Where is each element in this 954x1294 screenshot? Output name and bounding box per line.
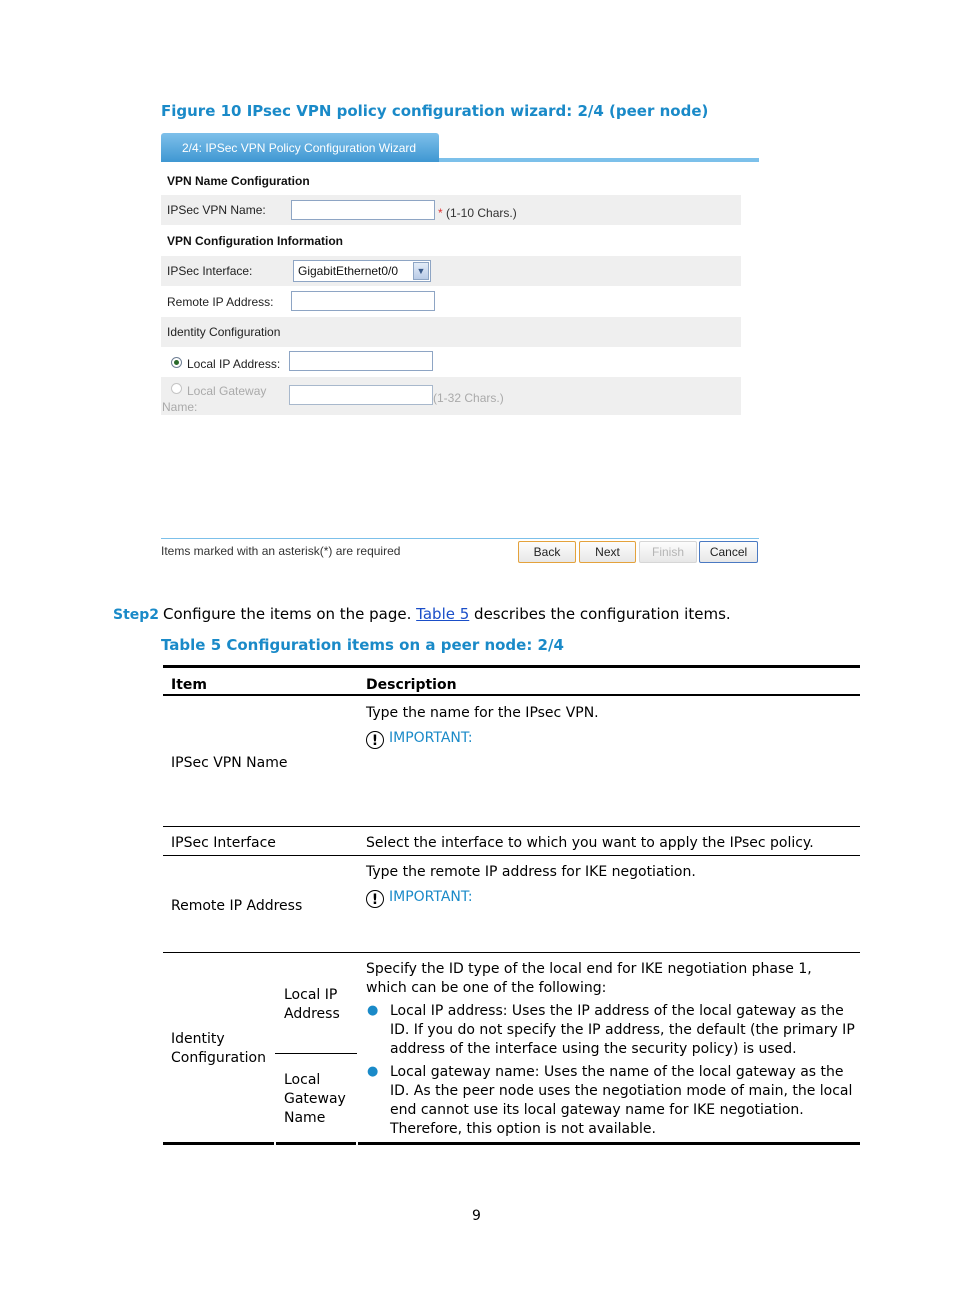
local-ip-input[interactable] — [289, 351, 433, 371]
local-gateway-label: Local Gateway Name: — [162, 384, 267, 414]
next-button[interactable]: Next — [579, 541, 636, 563]
local-gateway-hint: (1-32 Chars.) — [433, 391, 504, 405]
section-identity-row — [161, 317, 741, 347]
local-gateway-row — [161, 377, 741, 415]
bullet-icon: ● — [367, 1003, 379, 1018]
header-description: Description — [366, 677, 457, 693]
finish-button[interactable]: Finish — [639, 541, 697, 563]
local-ip-label: Local IP Address: — [187, 357, 281, 371]
important-note — [366, 889, 473, 908]
row-divider — [163, 826, 860, 827]
step-label: Step2 — [113, 607, 160, 623]
required-note: Items marked with an asterisk(*) are required — [161, 544, 401, 558]
header-rule — [163, 694, 860, 696]
bottom-rule-gap — [356, 1142, 358, 1145]
figure-caption: Figure 10 IPsec VPN policy configuration wizard: 2/4 (peer node) — [161, 102, 709, 120]
important-label: IMPORTANT: — [389, 730, 473, 746]
section-vpn-info-row — [161, 225, 741, 255]
chevron-down-icon[interactable]: ▼ — [413, 262, 429, 280]
warning-icon: ! — [366, 890, 384, 908]
step-text-before: Configure the items on the page. — [163, 605, 417, 623]
vpn-name-input[interactable] — [291, 200, 435, 220]
warning-icon: ! — [366, 731, 384, 749]
row-identity-desc: Specify the ID type of the local end for IKE negotiation phase 1, which can be one of the following: — [366, 961, 812, 996]
remote-ip-input[interactable] — [291, 291, 435, 311]
vpn-name-row — [161, 195, 741, 225]
section-identity-heading: Identity Configuration — [167, 325, 281, 339]
local-gateway-input[interactable] — [289, 385, 433, 405]
header-item: Item — [171, 677, 207, 693]
interface-label: IPSec Interface: — [167, 264, 253, 278]
back-button[interactable]: Back — [518, 541, 576, 563]
table-bottom-rule — [163, 1142, 860, 1145]
section-vpn-name-heading: VPN Name Configuration — [167, 174, 310, 188]
row-vpn-name-desc: Type the name for the IPsec VPN. — [366, 705, 599, 721]
bullet-local-gateway: Local gateway name: Uses the name of the local gateway as the ID. As the peer node uses the negotiation mode of main, the local end cannot use its local gateway name for IKE negotiation. Therefore, this option is not available. — [390, 1064, 853, 1137]
section-vpn-info-heading: VPN Configuration Information — [167, 234, 343, 248]
vpn-name-hint-text: (1-10 Chars.) — [446, 206, 517, 220]
remote-ip-label: Remote IP Address: — [167, 295, 274, 309]
row-identity-sub-local-gateway: Local Gateway Name — [284, 1072, 346, 1126]
cancel-button[interactable]: Cancel — [699, 541, 758, 563]
page-number: 9 — [472, 1208, 481, 1224]
row-identity-sub-local-ip: Local IP Address — [284, 987, 340, 1022]
interface-select[interactable] — [293, 260, 431, 282]
bullet-local-ip: Local IP address: Uses the IP address of the local gateway as the ID. If you do not specify the IP address, the default (the primary IP address of the interface using the security policy) is used. — [390, 1003, 855, 1057]
step-text — [163, 605, 731, 623]
bullet-icon: ● — [367, 1064, 379, 1079]
step-text-after: describes the configuration items. — [469, 605, 731, 623]
important-note — [366, 730, 473, 749]
interface-row — [161, 256, 741, 286]
row-identity-item: Identity Configuration — [171, 1031, 266, 1066]
local-ip-row — [161, 347, 741, 377]
table-5-link[interactable]: Table 5 — [416, 605, 470, 623]
footer-divider — [161, 538, 759, 539]
local-ip-radio[interactable] — [171, 357, 182, 368]
interface-select-value: GigabitEthernet0/0 — [298, 264, 399, 278]
section-vpn-name-row — [161, 167, 741, 195]
row-interface-desc: Select the interface to which you want to apply the IPsec policy. — [366, 835, 814, 851]
required-asterisk: * — [438, 206, 443, 220]
bottom-rule-gap — [274, 1142, 276, 1145]
subitem-divider — [275, 1053, 357, 1054]
important-label: IMPORTANT: — [389, 889, 473, 905]
wizard-tab[interactable]: 2/4: IPSec VPN Policy Configuration Wizard — [161, 133, 439, 162]
row-remote-ip-item: Remote IP Address — [171, 898, 303, 914]
row-divider — [163, 855, 860, 856]
row-divider — [163, 952, 860, 953]
row-interface-item: IPSec Interface — [171, 835, 276, 851]
remote-ip-row — [161, 286, 741, 317]
table-caption: Table 5 Configuration items on a peer node: 2/4 — [161, 636, 564, 654]
vpn-name-hint — [438, 206, 517, 220]
row-remote-ip-desc: Type the remote IP address for IKE negotiation. — [366, 864, 696, 880]
row-vpn-name-item: IPSec VPN Name — [171, 755, 288, 771]
table-top-rule — [163, 665, 860, 668]
wizard-panel — [161, 133, 759, 565]
vpn-name-label: IPSec VPN Name: — [167, 203, 266, 217]
